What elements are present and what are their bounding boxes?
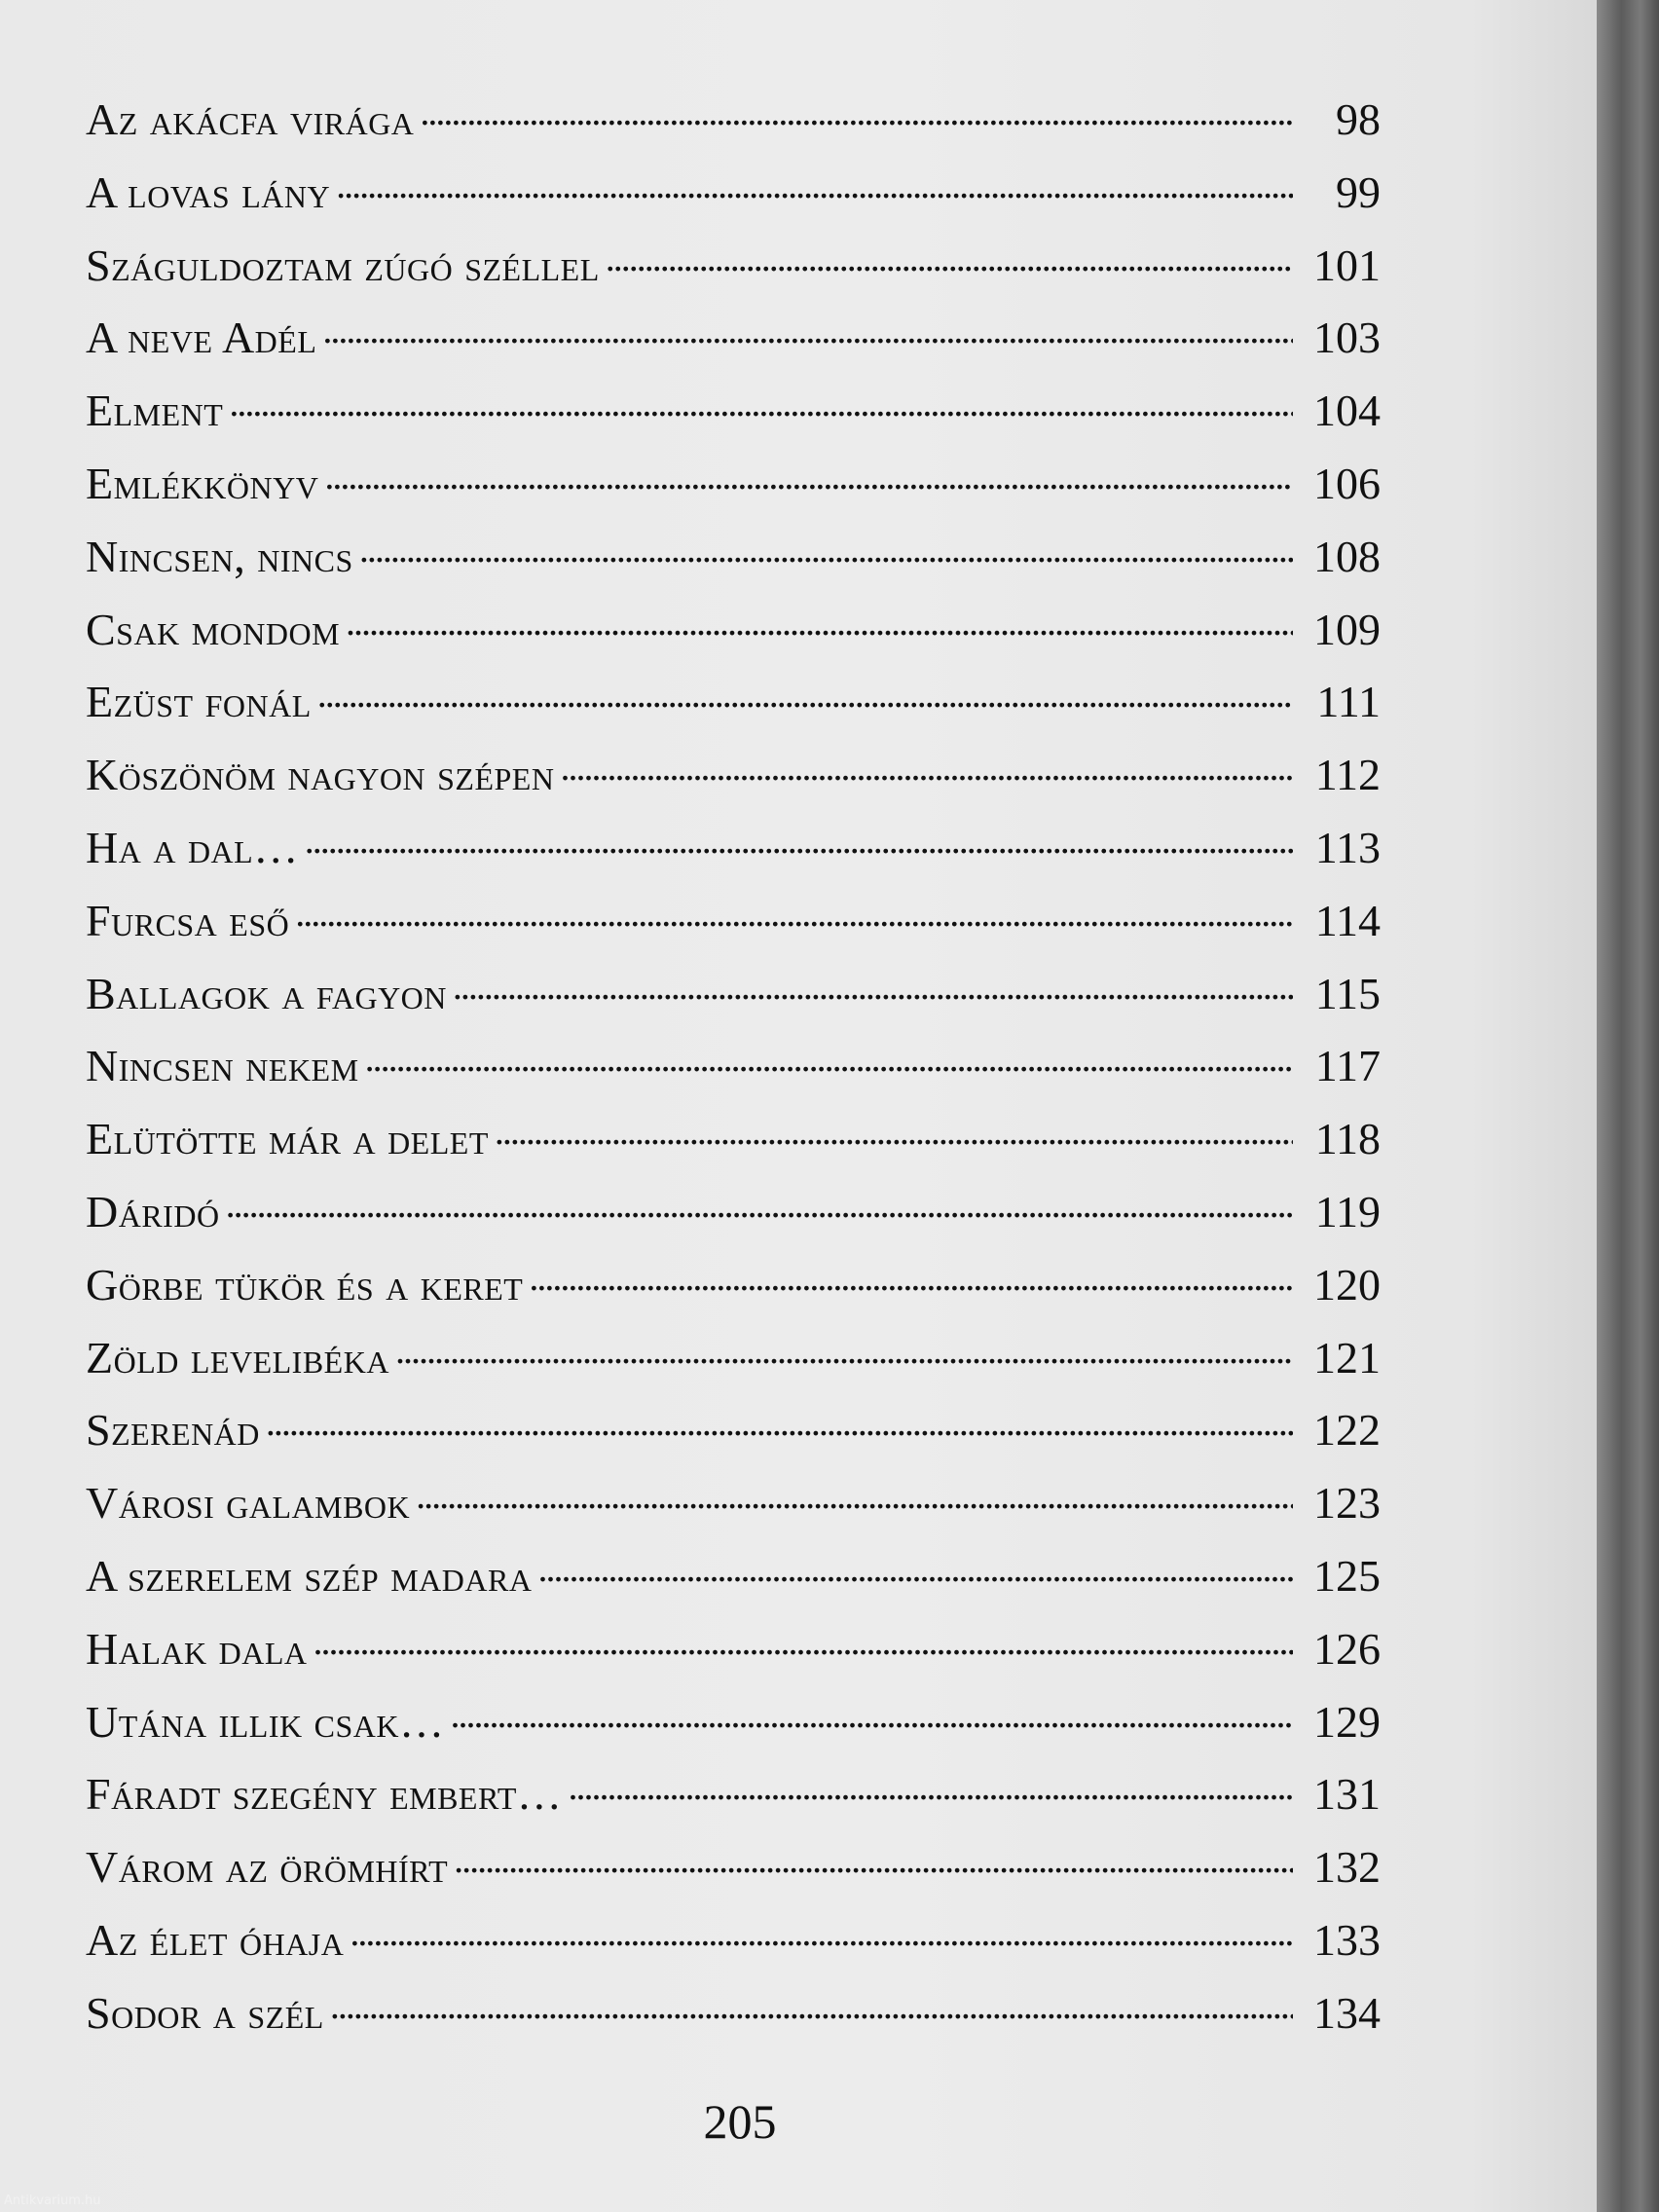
toc-page-number: 133: [1313, 1914, 1381, 1965]
toc-page-number: 118: [1314, 1114, 1381, 1164]
toc-title: Fáradt szegény embert…: [86, 1769, 563, 1820]
toc-page-number: 121: [1313, 1332, 1381, 1382]
toc-title: Száguldoztam zúgó széllel: [86, 240, 600, 290]
toc-entry: [86, 1983, 1381, 2056]
toc-page-number: 99: [1336, 166, 1381, 217]
dot-leader: [537, 1546, 1293, 1591]
toc-page-number: 109: [1313, 604, 1381, 654]
toc-page-number: 98: [1336, 94, 1381, 144]
dot-leader: [295, 891, 1293, 936]
toc-entry: [86, 891, 1381, 964]
toc-entry: [86, 1764, 1381, 1837]
dot-leader: [606, 236, 1293, 280]
dot-leader: [330, 1983, 1293, 2028]
toc-entry: [86, 1255, 1381, 1328]
toc-title: Az akácfa virága: [86, 94, 415, 144]
toc-entry: [86, 1036, 1381, 1109]
toc-entry: [86, 1619, 1381, 1692]
toc-page-number: 125: [1313, 1550, 1381, 1601]
toc-title: A lovas lány: [86, 166, 331, 217]
toc-page-number: 129: [1313, 1696, 1381, 1747]
toc-page-number: 119: [1314, 1186, 1381, 1236]
watermark: Antikvarium.hu: [4, 2194, 101, 2208]
dot-leader: [226, 1182, 1293, 1227]
dot-leader: [359, 527, 1293, 571]
toc-title: Emlékkönyv: [86, 458, 319, 508]
toc-entry: [86, 1910, 1381, 1983]
toc-title: Városi galambok: [86, 1478, 411, 1529]
toc-entry: [86, 308, 1381, 381]
dot-leader: [450, 1692, 1293, 1737]
toc-page-number: 115: [1314, 968, 1381, 1018]
dot-leader: [317, 672, 1293, 717]
toc-entry: [86, 1109, 1381, 1182]
toc-page-number: 120: [1313, 1259, 1381, 1309]
toc-entry: [86, 236, 1381, 309]
toc-page-number: 104: [1313, 386, 1381, 436]
toc-page-number: 111: [1316, 677, 1381, 727]
toc-page-number: 103: [1313, 313, 1381, 363]
dot-leader: [365, 1036, 1293, 1081]
toc-entry: [86, 1182, 1381, 1255]
toc-entry: [86, 745, 1381, 818]
toc-page-number: 113: [1314, 822, 1381, 872]
toc-entry: [86, 600, 1381, 673]
toc-entry: [86, 163, 1381, 236]
dot-leader: [453, 964, 1293, 1009]
dot-leader: [324, 454, 1293, 498]
toc-entry: [86, 454, 1381, 527]
toc-page-number: 126: [1313, 1623, 1381, 1674]
toc-entry: [86, 672, 1381, 745]
toc-page-number: 106: [1313, 458, 1381, 508]
dot-leader: [416, 1473, 1293, 1518]
toc-title: Az élet óhaja: [86, 1914, 345, 1965]
dot-leader: [266, 1400, 1293, 1445]
toc-title: Nincsen nekem: [86, 1041, 359, 1091]
toc-page-number: 132: [1313, 1842, 1381, 1893]
toc-title: A neve Adél: [86, 313, 317, 363]
toc-title: Elütötte már a delet: [86, 1114, 489, 1164]
toc-title: Ballagok a fagyon: [86, 968, 447, 1018]
page-number: 205: [703, 2094, 777, 2149]
toc-entry: [86, 1328, 1381, 1401]
toc-title: Sodor a szél: [86, 1987, 324, 2038]
dot-leader: [420, 90, 1293, 134]
page-edge-shadow: [1597, 0, 1659, 2212]
toc-title: A szerelem szép madara: [86, 1550, 533, 1601]
toc-page-number: 123: [1313, 1478, 1381, 1529]
dot-leader: [313, 1619, 1293, 1664]
dot-leader: [336, 163, 1293, 207]
table-of-contents: [86, 90, 1381, 2056]
dot-leader: [229, 381, 1293, 425]
toc-title: Szerenád: [86, 1405, 260, 1456]
toc-title: Ezüst fonál: [86, 677, 312, 727]
dot-leader: [305, 818, 1293, 863]
dot-leader: [568, 1764, 1293, 1809]
toc-title: Görbe tükör és a keret: [86, 1259, 524, 1309]
toc-title: Utána illik csak…: [86, 1696, 445, 1747]
toc-title: Halak dala: [86, 1623, 308, 1674]
dot-leader: [322, 308, 1293, 352]
toc-title: Furcsa eső: [86, 895, 290, 945]
toc-entry: [86, 1692, 1381, 1765]
dot-leader: [560, 745, 1293, 790]
toc-title: Várom az örömhírt: [86, 1842, 449, 1893]
toc-entry: [86, 1400, 1381, 1473]
toc-entry: [86, 527, 1381, 600]
toc-page-number: 134: [1313, 1987, 1381, 2038]
toc-entry: [86, 964, 1381, 1037]
toc-entry: [86, 1473, 1381, 1546]
toc-entry: [86, 90, 1381, 163]
toc-entry: [86, 1546, 1381, 1619]
toc-entry: [86, 1837, 1381, 1910]
dot-leader: [495, 1109, 1293, 1154]
toc-title: Elment: [86, 386, 224, 436]
toc-page-number: 122: [1313, 1405, 1381, 1456]
toc-page-number: 112: [1314, 750, 1381, 800]
toc-entry: [86, 818, 1381, 891]
toc-title: Nincsen, nincs: [86, 531, 353, 581]
toc-page-number: 101: [1313, 240, 1381, 290]
dot-leader: [395, 1328, 1293, 1373]
toc-title: Dáridó: [86, 1186, 220, 1236]
toc-title: Köszönöm nagyon szépen: [86, 750, 555, 800]
toc-title: Ha a dal…: [86, 822, 299, 872]
dot-leader: [529, 1255, 1293, 1300]
toc-page-number: 117: [1314, 1041, 1381, 1091]
dot-leader: [454, 1837, 1293, 1882]
dot-leader: [350, 1910, 1293, 1955]
toc-page-number: 108: [1313, 531, 1381, 581]
toc-entry: [86, 381, 1381, 454]
dot-leader: [346, 600, 1293, 645]
toc-page-number: 114: [1314, 895, 1381, 945]
toc-title: Csak mondom: [86, 604, 341, 654]
toc-page-number: 131: [1313, 1769, 1381, 1820]
toc-title: Zöld levelibéka: [86, 1332, 389, 1382]
